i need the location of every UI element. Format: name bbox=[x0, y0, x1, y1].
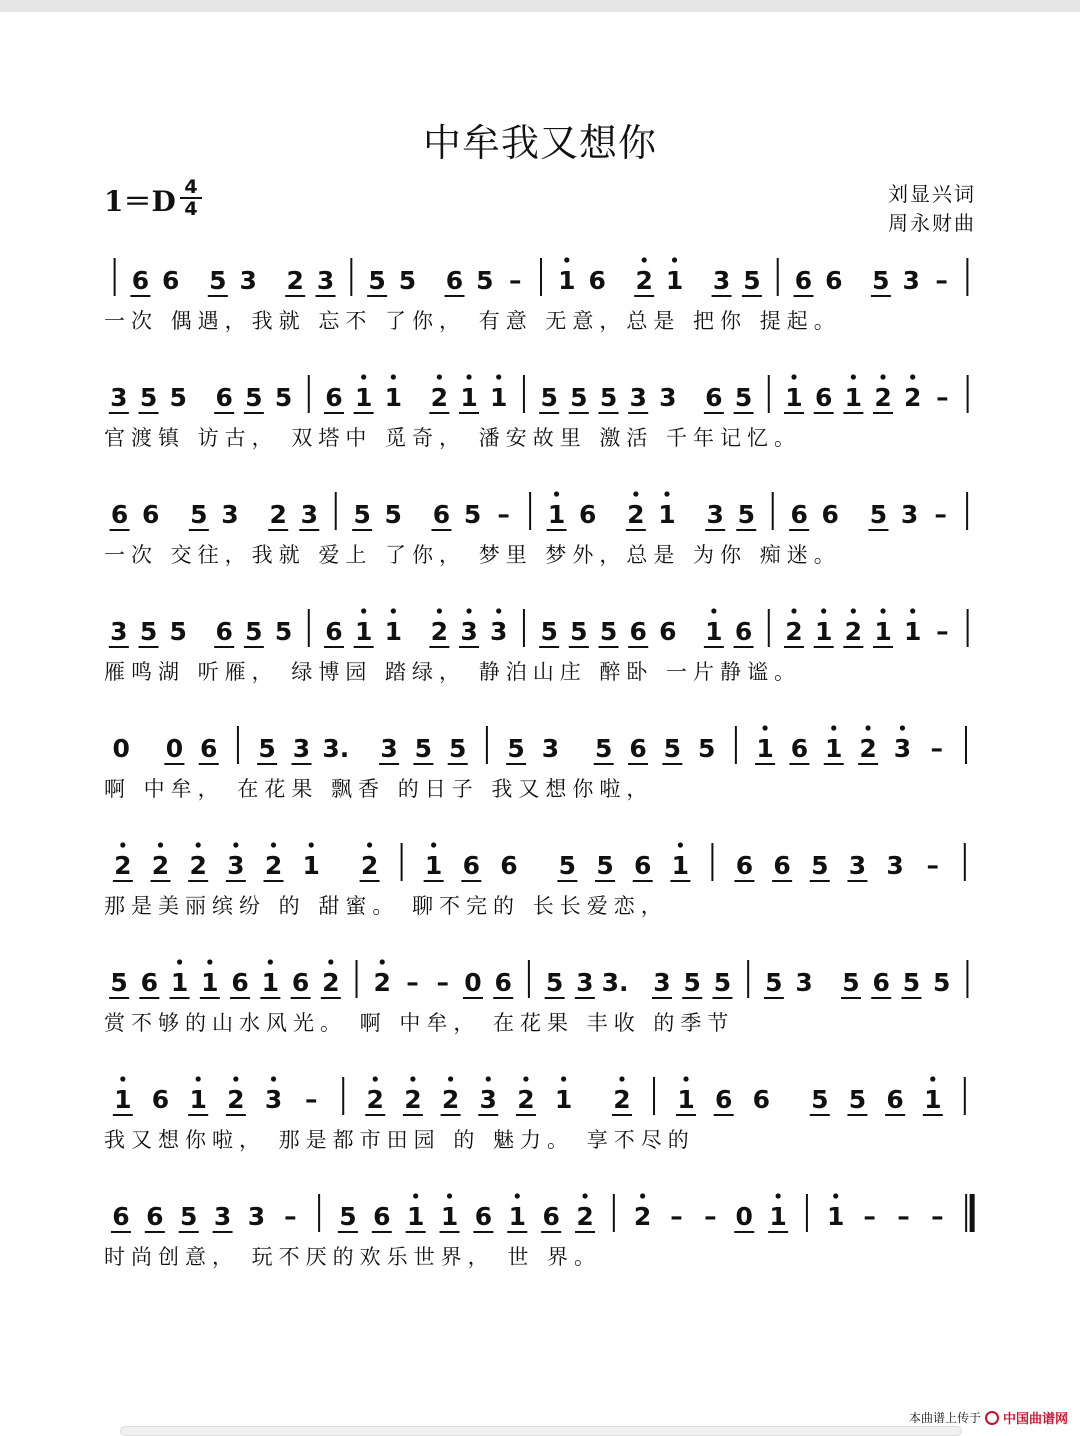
high-octave-dot bbox=[683, 1076, 688, 1081]
note: 1 bbox=[460, 383, 478, 412]
note: 1 bbox=[189, 1085, 207, 1114]
note: 5 bbox=[414, 734, 433, 763]
note: 5 bbox=[663, 734, 682, 763]
note: 5 bbox=[811, 1085, 829, 1114]
dash-note: – bbox=[926, 851, 940, 880]
high-octave-dot bbox=[664, 491, 669, 496]
high-octave-dot bbox=[158, 842, 163, 847]
note: 6 bbox=[634, 851, 652, 880]
horizontal-scrollbar[interactable] bbox=[120, 1426, 962, 1436]
note: 6 bbox=[500, 851, 518, 880]
note: 2 bbox=[269, 500, 287, 529]
note: 5 bbox=[599, 617, 618, 646]
high-octave-dot bbox=[523, 1076, 528, 1081]
note: 5 bbox=[169, 383, 187, 412]
note: 3 bbox=[629, 383, 647, 412]
composer: 周永财曲 bbox=[888, 211, 976, 235]
high-octave-dot bbox=[821, 608, 826, 613]
note: 3 bbox=[893, 734, 912, 763]
note: 0 bbox=[464, 968, 482, 997]
score-line bbox=[104, 608, 968, 685]
lyricist: 刘显兴词 bbox=[888, 182, 976, 206]
site-name: 中国曲谱网 bbox=[1002, 1412, 1068, 1427]
note: 6 bbox=[773, 851, 791, 880]
high-octave-dot bbox=[910, 608, 915, 613]
note: 5 bbox=[872, 266, 890, 295]
high-octave-dot bbox=[851, 608, 856, 613]
high-octave-dot bbox=[880, 374, 885, 379]
note: 3 bbox=[479, 1085, 497, 1114]
lyrics-line: 啊 中牟， 在花果 飘香 的日子 我又想你啦， bbox=[104, 777, 654, 801]
note: 5 bbox=[339, 1202, 357, 1231]
high-octave-dot bbox=[866, 725, 871, 730]
note: 5 bbox=[384, 500, 402, 529]
high-octave-dot bbox=[268, 959, 273, 964]
note: 6 bbox=[814, 383, 833, 412]
high-octave-dot bbox=[177, 959, 182, 964]
note: 6 bbox=[886, 1085, 904, 1114]
note: 5 bbox=[258, 734, 276, 763]
note: 5 bbox=[368, 266, 386, 295]
upload-text: 本曲谱上传于 bbox=[908, 1411, 981, 1425]
note: 6 bbox=[825, 266, 843, 295]
note: 5 bbox=[507, 734, 525, 763]
note: 6 bbox=[578, 500, 597, 529]
note: 5 bbox=[734, 383, 753, 412]
note: 3 bbox=[110, 383, 128, 412]
note: 1 bbox=[558, 266, 576, 295]
high-octave-dot bbox=[880, 608, 885, 613]
high-octave-dot bbox=[196, 842, 201, 847]
note: 1 bbox=[406, 1202, 425, 1231]
note: 5 bbox=[449, 734, 467, 763]
high-octave-dot bbox=[900, 725, 905, 730]
note: 3 bbox=[902, 266, 920, 295]
note: 1 bbox=[658, 500, 676, 529]
note: 5 bbox=[476, 266, 494, 295]
note: 6 bbox=[200, 734, 218, 763]
note: 5 bbox=[209, 266, 227, 295]
note: 2 bbox=[286, 266, 304, 295]
high-octave-dot bbox=[271, 842, 276, 847]
note: 2 bbox=[576, 1202, 594, 1231]
high-octave-dot bbox=[413, 1193, 418, 1198]
high-octave-dot bbox=[633, 491, 638, 496]
note: 5 bbox=[139, 383, 158, 412]
note: 6 bbox=[112, 1202, 130, 1231]
dash-note: – bbox=[931, 1202, 944, 1231]
high-octave-dot bbox=[496, 608, 501, 613]
high-octave-dot bbox=[361, 374, 366, 379]
note: 1 bbox=[354, 383, 373, 412]
note: 5 bbox=[737, 500, 755, 529]
note: 6 bbox=[705, 383, 723, 412]
high-octave-dot bbox=[619, 1076, 624, 1081]
note: 1 bbox=[440, 1202, 459, 1231]
note: 6 bbox=[146, 1202, 164, 1231]
note: 1 bbox=[814, 617, 833, 646]
note: 3 bbox=[886, 851, 904, 880]
note: 3 bbox=[490, 617, 508, 646]
note: 2 bbox=[264, 851, 283, 880]
note: 2 bbox=[360, 851, 379, 880]
high-octave-dot bbox=[271, 1076, 276, 1081]
note: 5 bbox=[139, 617, 158, 646]
high-octave-dot bbox=[447, 1193, 452, 1198]
note: 3 bbox=[900, 500, 919, 529]
note: 6 bbox=[445, 266, 464, 295]
note: 2 bbox=[404, 1085, 422, 1114]
dash-note: – bbox=[936, 617, 949, 646]
score-line bbox=[104, 1076, 965, 1153]
note: 2 bbox=[874, 383, 892, 412]
note: 3 bbox=[541, 734, 560, 763]
note: 2 bbox=[366, 1085, 384, 1114]
high-octave-dot bbox=[466, 374, 471, 379]
note: 2 bbox=[430, 383, 449, 412]
note: 6 bbox=[794, 266, 813, 295]
high-octave-dot bbox=[515, 1193, 520, 1198]
lyrics-line: 时尚创意， 玩不厌的欢乐世界， 世 界。 bbox=[104, 1245, 602, 1269]
note: 5 bbox=[842, 968, 860, 997]
note: 5 bbox=[902, 968, 921, 997]
note: 5 bbox=[190, 500, 208, 529]
note: 2 bbox=[633, 1202, 652, 1231]
note: 6 bbox=[291, 968, 310, 997]
note: 6 bbox=[141, 500, 160, 529]
note: 3 bbox=[292, 734, 311, 763]
note: 1 bbox=[302, 851, 320, 880]
high-octave-dot bbox=[466, 608, 471, 613]
dash-note: – bbox=[670, 1202, 683, 1231]
lyrics-line: 我又想你啦， 那是都市田园 的 魅力。 享不尽的 bbox=[104, 1128, 695, 1152]
dash-note: – bbox=[704, 1202, 717, 1231]
high-octave-dot bbox=[233, 842, 238, 847]
note: 6 bbox=[629, 617, 647, 646]
note: 6 bbox=[162, 266, 180, 295]
note: 1 bbox=[114, 1085, 132, 1114]
note: 3. bbox=[601, 968, 629, 997]
note: 6 bbox=[325, 617, 343, 646]
note: 1 bbox=[677, 1085, 695, 1114]
note: 5 bbox=[245, 617, 263, 646]
note: 1 bbox=[201, 968, 219, 997]
high-octave-dot bbox=[373, 1076, 378, 1081]
note: 3 bbox=[213, 1202, 232, 1231]
note: 1 bbox=[554, 1085, 573, 1114]
note: 2 bbox=[189, 851, 207, 880]
high-octave-dot bbox=[642, 257, 647, 262]
high-octave-dot bbox=[196, 1076, 201, 1081]
note: 3 bbox=[110, 617, 128, 646]
note: 1 bbox=[354, 617, 373, 646]
high-octave-dot bbox=[910, 374, 915, 379]
note: 6 bbox=[790, 734, 809, 763]
high-octave-dot bbox=[561, 1076, 566, 1081]
high-octave-dot bbox=[361, 608, 366, 613]
high-octave-dot bbox=[564, 257, 569, 262]
note: 3 bbox=[316, 266, 335, 295]
note: 5 bbox=[463, 500, 482, 529]
high-octave-dot bbox=[120, 1076, 125, 1081]
high-octave-dot bbox=[640, 1193, 645, 1198]
high-octave-dot bbox=[791, 608, 796, 613]
note: 5 bbox=[599, 383, 618, 412]
note: 1 bbox=[261, 968, 280, 997]
note: 0 bbox=[735, 1202, 753, 1231]
note: 1 bbox=[844, 383, 863, 412]
score-line bbox=[104, 842, 965, 919]
note: 6 bbox=[588, 266, 606, 295]
note: 6 bbox=[821, 500, 839, 529]
note: 6 bbox=[140, 968, 159, 997]
note: 5 bbox=[179, 1202, 198, 1231]
note: 6 bbox=[462, 851, 481, 880]
high-octave-dot bbox=[328, 959, 333, 964]
key-signature: 1＝D bbox=[104, 185, 176, 218]
high-octave-dot bbox=[930, 1076, 935, 1081]
note: 6 bbox=[872, 968, 890, 997]
site-logo-icon bbox=[985, 1411, 999, 1425]
note: 2 bbox=[613, 1085, 631, 1114]
dash-note: – bbox=[934, 500, 947, 529]
note: 2 bbox=[227, 1085, 245, 1114]
high-octave-dot bbox=[762, 725, 767, 730]
dash-note: – bbox=[436, 968, 449, 997]
high-octave-dot bbox=[367, 842, 372, 847]
dash-note: – bbox=[863, 1202, 876, 1231]
note: 1 bbox=[508, 1202, 526, 1231]
score-line bbox=[104, 491, 967, 568]
note: 1 bbox=[384, 617, 403, 646]
high-octave-dot bbox=[380, 959, 385, 964]
high-octave-dot bbox=[672, 257, 677, 262]
note: 6 bbox=[790, 500, 808, 529]
note: 6 bbox=[110, 500, 129, 529]
note: 5 bbox=[110, 968, 128, 997]
note: 6 bbox=[542, 1202, 560, 1231]
note: 3 bbox=[706, 500, 724, 529]
score-line bbox=[104, 374, 968, 451]
high-octave-dot bbox=[851, 374, 856, 379]
note: 3 bbox=[848, 851, 867, 880]
note: 2 bbox=[904, 383, 922, 412]
high-octave-dot bbox=[776, 1193, 781, 1198]
high-octave-dot bbox=[833, 1193, 838, 1198]
time-signature-top: 4 bbox=[184, 176, 198, 198]
note: 3 bbox=[795, 968, 813, 997]
note: 2 bbox=[635, 266, 653, 295]
footer bbox=[909, 1408, 1068, 1427]
note: 6 bbox=[474, 1202, 493, 1231]
note: 2 bbox=[859, 734, 877, 763]
note: 2 bbox=[114, 851, 132, 880]
note: 6 bbox=[735, 851, 754, 880]
note: 1 bbox=[785, 383, 803, 412]
note: 0 bbox=[112, 734, 130, 763]
note: 3. bbox=[322, 734, 350, 763]
lyrics-line: 赏不够的山水风光。 啊 中牟， 在花果 丰收 的季节 bbox=[104, 1011, 735, 1035]
high-octave-dot bbox=[233, 1076, 238, 1081]
note: 1 bbox=[665, 266, 684, 295]
note: 5 bbox=[594, 734, 613, 763]
note: 1 bbox=[827, 1202, 845, 1231]
note: 5 bbox=[743, 266, 761, 295]
note: 5 bbox=[540, 617, 558, 646]
note: 1 bbox=[924, 1085, 942, 1114]
note: 3 bbox=[460, 617, 478, 646]
note: 3 bbox=[239, 266, 257, 295]
high-octave-dot bbox=[120, 842, 125, 847]
note: 5 bbox=[683, 968, 701, 997]
note: 1 bbox=[705, 617, 723, 646]
dash-note: – bbox=[406, 968, 419, 997]
note: 5 bbox=[545, 968, 564, 997]
note: 2 bbox=[430, 617, 449, 646]
score-line bbox=[104, 1193, 972, 1270]
note: 5 bbox=[169, 617, 187, 646]
high-octave-dot bbox=[431, 842, 436, 847]
note: 1 bbox=[825, 734, 843, 763]
note: 5 bbox=[245, 383, 263, 412]
note: 6 bbox=[432, 500, 451, 529]
note: 3 bbox=[380, 734, 398, 763]
dash-note: – bbox=[935, 266, 948, 295]
note: 6 bbox=[131, 266, 150, 295]
note: 3 bbox=[653, 968, 671, 997]
lyrics-line: 雁鸣湖 听雁， 绿博园 踏绿， 静泊山庄 醉卧 一片静谧。 bbox=[104, 660, 802, 684]
note: 0 bbox=[165, 734, 184, 763]
high-octave-dot bbox=[437, 374, 442, 379]
note: 6 bbox=[215, 617, 233, 646]
dash-note: – bbox=[897, 1202, 910, 1231]
score-line bbox=[104, 725, 966, 802]
note: 5 bbox=[570, 617, 588, 646]
note: 2 bbox=[844, 617, 863, 646]
note: 1 bbox=[904, 617, 922, 646]
note: 5 bbox=[540, 383, 558, 412]
high-octave-dot bbox=[391, 374, 396, 379]
note: 1 bbox=[384, 383, 403, 412]
note: 2 bbox=[785, 617, 803, 646]
high-octave-dot bbox=[791, 374, 796, 379]
note: 1 bbox=[170, 968, 189, 997]
note: 3 bbox=[300, 500, 318, 529]
note: 3 bbox=[576, 968, 594, 997]
high-octave-dot bbox=[582, 1193, 587, 1198]
high-octave-dot bbox=[831, 725, 836, 730]
note: 5 bbox=[713, 968, 732, 997]
high-octave-dot bbox=[309, 842, 314, 847]
note: 1 bbox=[490, 383, 508, 412]
note: 5 bbox=[697, 734, 716, 763]
lyrics-line: 一次 交往，我就 爱上 了你， 梦里 梦外，总是 为你 痴迷。 bbox=[104, 543, 841, 567]
high-octave-dot bbox=[496, 374, 501, 379]
high-octave-dot bbox=[486, 1076, 491, 1081]
note: 6 bbox=[373, 1202, 391, 1231]
high-octave-dot bbox=[410, 1076, 415, 1081]
note: 5 bbox=[933, 968, 951, 997]
note: 5 bbox=[558, 851, 577, 880]
note: 5 bbox=[274, 617, 293, 646]
note: 1 bbox=[671, 851, 690, 880]
note: 6 bbox=[715, 1085, 733, 1114]
high-octave-dot bbox=[678, 842, 683, 847]
note: 2 bbox=[373, 968, 391, 997]
note: 5 bbox=[811, 851, 829, 880]
dash-note: – bbox=[930, 734, 944, 763]
note: 5 bbox=[274, 383, 293, 412]
note: 3 bbox=[247, 1202, 266, 1231]
high-octave-dot bbox=[437, 608, 442, 613]
lyrics-line: 那是美丽缤纷 的 甜蜜。 聊不完的 长长爱恋， bbox=[104, 894, 668, 918]
score-line bbox=[104, 959, 967, 1036]
note: 3 bbox=[264, 1085, 283, 1114]
note: 6 bbox=[215, 383, 233, 412]
note: 2 bbox=[441, 1085, 460, 1114]
note: 6 bbox=[494, 968, 512, 997]
note: 6 bbox=[151, 1085, 170, 1114]
note: 1 bbox=[756, 734, 774, 763]
note: 1 bbox=[874, 617, 892, 646]
note: 2 bbox=[627, 500, 645, 529]
note: 1 bbox=[424, 851, 443, 880]
note: 3 bbox=[221, 500, 239, 529]
note: 5 bbox=[765, 968, 783, 997]
note: 2 bbox=[517, 1085, 535, 1114]
dash-note: – bbox=[304, 1085, 318, 1114]
note: 2 bbox=[322, 968, 340, 997]
high-octave-dot bbox=[554, 491, 559, 496]
note: 6 bbox=[325, 383, 343, 412]
lyrics-line: 官渡镇 访古， 双塔中 觅奇， 潘安故里 激活 千年记忆。 bbox=[104, 426, 802, 450]
note: 6 bbox=[629, 734, 647, 763]
dash-note: – bbox=[284, 1202, 297, 1231]
note: 5 bbox=[353, 500, 371, 529]
high-octave-dot bbox=[448, 1076, 453, 1081]
time-signature-bottom: 4 bbox=[184, 198, 198, 220]
lyrics-line: 一次 偶遇，我就 忘不 了你， 有意 无意，总是 把你 提起。 bbox=[104, 309, 841, 333]
dash-note: – bbox=[936, 383, 949, 412]
song-title: 中牟我又想你 bbox=[422, 121, 657, 165]
dash-note: – bbox=[497, 500, 510, 529]
note: 2 bbox=[151, 851, 170, 880]
note: 6 bbox=[659, 617, 677, 646]
note: 5 bbox=[869, 500, 888, 529]
score-line bbox=[104, 257, 967, 334]
high-octave-dot bbox=[391, 608, 396, 613]
note: 1 bbox=[547, 500, 566, 529]
note: 3 bbox=[227, 851, 245, 880]
note: 6 bbox=[734, 617, 753, 646]
note: 3 bbox=[659, 383, 677, 412]
dash-note: – bbox=[508, 266, 522, 295]
note: 6 bbox=[231, 968, 249, 997]
note: 5 bbox=[570, 383, 588, 412]
note: 3 bbox=[712, 266, 731, 295]
high-octave-dot bbox=[207, 959, 212, 964]
high-octave-dot bbox=[711, 608, 716, 613]
note: 5 bbox=[398, 266, 417, 295]
note: 5 bbox=[848, 1085, 867, 1114]
note: 5 bbox=[596, 851, 614, 880]
note: 1 bbox=[769, 1202, 787, 1231]
note: 6 bbox=[752, 1085, 771, 1114]
